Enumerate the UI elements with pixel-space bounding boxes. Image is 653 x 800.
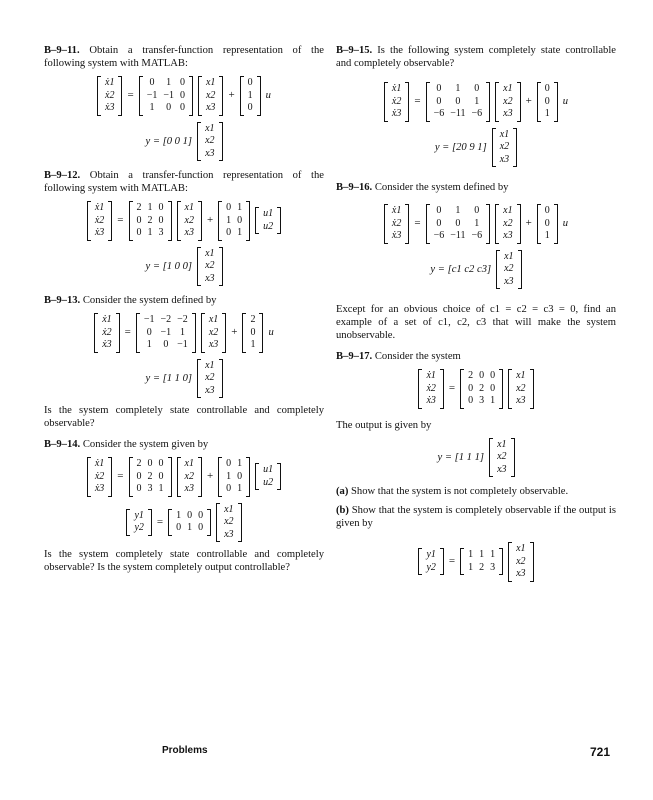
page-number: 721 [590,745,611,759]
x-vector: x1 x2 x3 [508,369,533,409]
matrix-a: 0 1 0 0 0 1 −6 −11 −6 [426,82,491,122]
x-vector: x1 x2 x3 [177,457,202,497]
left-column [44,44,324,574]
problem-b-9-17: B–9–17. Consider the system [336,351,461,362]
x-vector: x1 x2 x3 [489,438,514,478]
xdot-vector: ẋ1 ẋ2 ẋ3 [94,313,119,353]
problem-b-9-16: B–9–16. Consider the system defined by [336,182,509,193]
matrix-b: 2 0 1 [242,313,263,353]
matrix-c: 1 1 1 1 2 3 [460,548,503,575]
state-equation: ẋ1 ẋ2 ẋ3 = 0 1 0 0 0 1 −6 −11 −6 x1 x2 x3 + 0 0 1 u [336,82,616,122]
output-equation: y = [0 0 1] x1 x2 x3 [44,122,324,162]
u-vector: u1 u2 [255,463,281,490]
problem-b-9-12: B–9–12. Obtain a transfer-function representation of the following system with MATLAB: [44,170,324,194]
x-vector: x1 x2 x3 [496,250,521,290]
state-equation: ẋ1 ẋ2 ẋ3 = 2 0 0 0 2 0 0 3 1 x1 x2 x3 + 0 1 1 0 0 1 u1 u2 [44,457,324,497]
matrix-a: −1 −2 −2 0 −1 1 1 0 −1 [136,313,196,353]
matrix-b: 0 0 1 [537,204,558,244]
u-vector: u1 u2 [255,207,281,234]
output-equation: y = [1 1 0] x1 x2 x3 [44,359,324,399]
x-vector: x1 x2 x3 [495,204,520,244]
problem-question: Except for an obvious choice of c1 = c2 = c3 = 0, find an example of a set of c1, c2, c3 that will make the system unobservable. [336,304,616,341]
x-vector: x1 x2 x3 [197,359,222,399]
problem-id: B–9–11. [44,45,80,56]
y-vector: y1 y2 [126,509,151,536]
xdot-vector: ẋ1 ẋ2 ẋ3 [87,201,112,241]
x-vector: x1 x2 x3 [198,76,223,116]
output-equation-b: y1 y2 = 1 1 1 1 2 3 x1 x2 x3 [336,542,616,582]
problem-b-9-15: B–9–15. Is the following system completely state controllable and completely observable? [336,45,616,69]
problem-text: Obtain a transfer-function representation of the following system with MATLAB: [44,45,324,69]
matrix-c: 1 0 0 0 1 0 [168,509,211,536]
xdot-vector: ẋ1 ẋ2 ẋ3 [384,204,409,244]
output-equation: y = [c1 c2 c3] x1 x2 x3 [336,250,616,290]
xdot-vector: ẋ1 ẋ2 ẋ3 [87,457,112,497]
x-vector: x1 x2 x3 [508,542,533,582]
state-equation: ẋ1 ẋ2 ẋ3 = 0 1 0 0 0 1 −6 −11 −6 x1 x2 x3 + 0 0 1 u [336,204,616,244]
y-vector: y1 y2 [418,548,443,575]
matrix-a: 2 0 0 0 2 0 0 3 1 [460,369,503,409]
output-equation: y = [20 9 1] x1 x2 x3 [336,128,616,168]
matrix-b: 0 0 1 [537,82,558,122]
problem-question: Is the system completely state controllable and completely observable? [44,405,324,429]
xdot-vector: ẋ1 ẋ2 ẋ3 [384,82,409,122]
problem-b-9-14: B–9–14. Consider the system given by [44,439,209,450]
output-equation: y = [1 1 1] x1 x2 x3 [336,438,616,478]
matrix-b: 0 1 0 [240,76,261,116]
state-equation: ẋ1 ẋ2 ẋ3 = 2 1 0 0 2 0 0 1 3 x1 x2 x3 + 0 1 1 0 0 1 u1 u2 [44,201,324,241]
state-equation: ẋ1 ẋ2 ẋ3 = −1 −2 −2 0 −1 1 1 0 −1 x1 x2 x3 + 2 0 1 u [44,313,324,353]
x-vector: x1 x2 x3 [216,503,241,543]
x-vector: x1 x2 x3 [177,201,202,241]
state-equation: ẋ1 ẋ2 ẋ3 = 0 1 0 −1 −1 0 1 0 0 x1 x2 x3 + 0 1 0 u [44,76,324,116]
part-b: (b) Show that the system is completely observable if the output is given by [336,505,616,529]
x-vector: x1 x2 x3 [197,247,222,287]
matrix-a: 0 1 0 0 0 1 −6 −11 −6 [426,204,491,244]
xdot-vector: ẋ1 ẋ2 ẋ3 [418,369,443,409]
state-equation: ẋ1 ẋ2 ẋ3 = 2 0 0 0 2 0 0 3 1 x1 x2 x3 [336,369,616,409]
part-a: (a) Show that the system is not completely observable. [336,486,569,497]
x-vector: x1 x2 x3 [201,313,226,353]
x-vector: x1 x2 x3 [492,128,517,168]
matrix-b: 0 1 1 0 0 1 [218,201,250,241]
x-vector: x1 x2 x3 [495,82,520,122]
matrix-a: 2 1 0 0 2 0 0 1 3 [129,201,172,241]
matrix-b: 0 1 1 0 0 1 [218,457,250,497]
problem-b-9-11 [44,44,324,70]
output-equation: y1 y2 = 1 0 0 0 1 0 x1 x2 x3 [44,503,324,543]
problem-question: Is the system completely state controllable and completely observable? Is the system completely output controllable? [44,549,324,573]
right-column [336,44,616,588]
x-vector: x1 x2 x3 [197,122,222,162]
matrix-a: 2 0 0 0 2 0 0 3 1 [129,457,172,497]
matrix-a: 0 1 0 −1 −1 0 1 0 0 [139,76,193,116]
xdot-vector: ẋ1 ẋ2 ẋ3 [97,76,122,116]
output-equation: y = [1 0 0] x1 x2 x3 [44,247,324,287]
output-text: The output is given by [336,419,432,431]
problem-b-9-13: B–9–13. Consider the system defined by [44,295,217,306]
footer-section-label: Problems [162,745,208,756]
